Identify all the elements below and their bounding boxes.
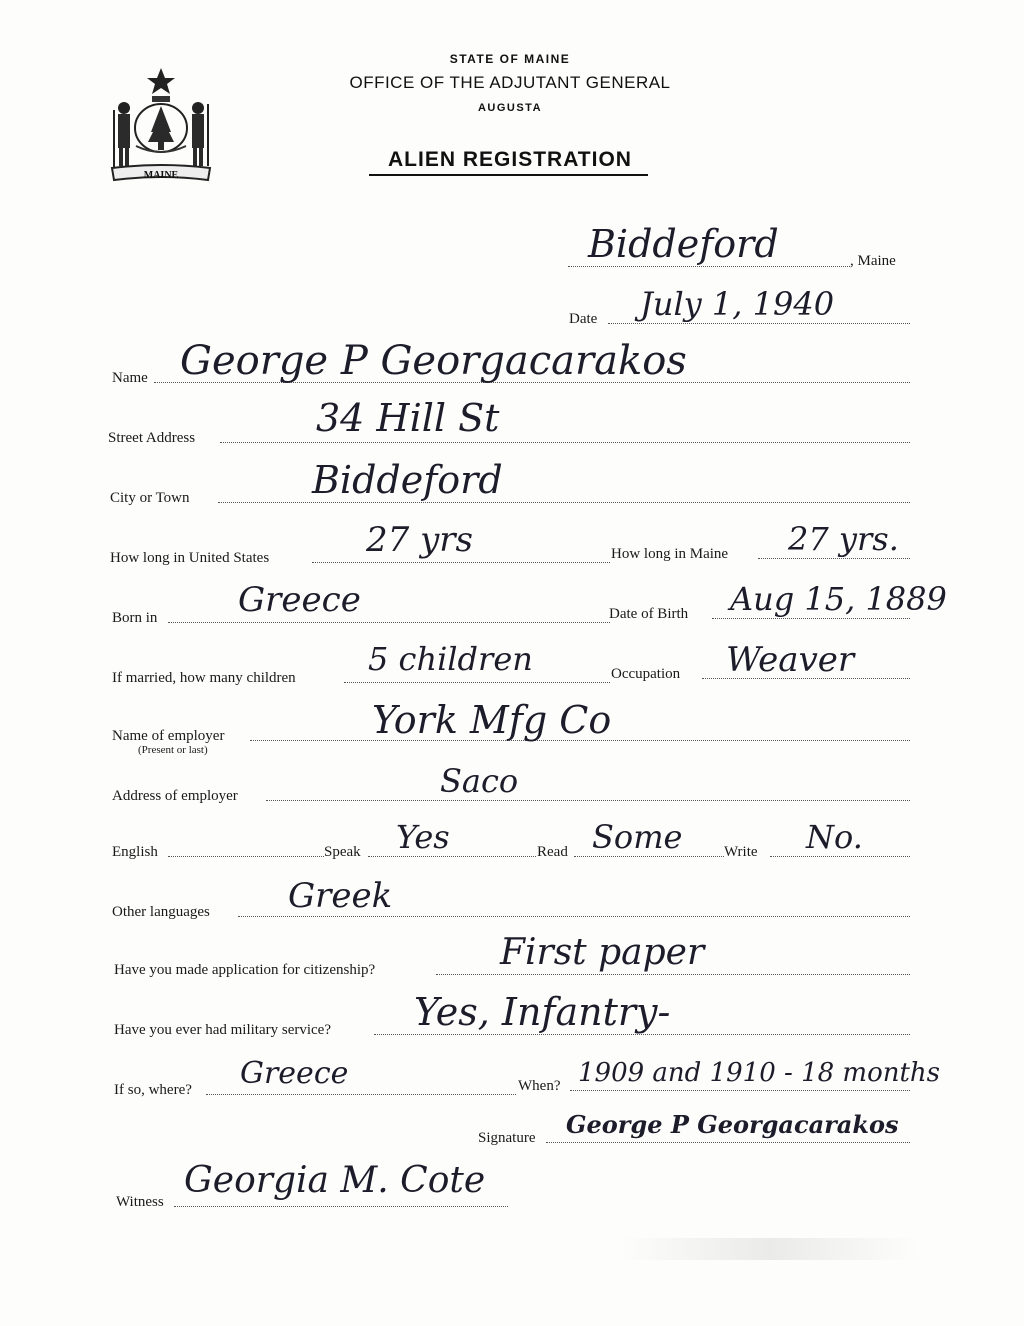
write-label: Write	[724, 844, 758, 860]
employer-address-label: Address of employer	[112, 788, 238, 804]
dob-line	[712, 618, 910, 619]
bleed-through-mark	[620, 1238, 920, 1260]
where-label: If so, where?	[114, 1082, 192, 1098]
employer-address-value: Saco	[440, 762, 519, 800]
header-office: OFFICE OF THE ADJUTANT GENERAL	[349, 73, 671, 92]
english-line	[168, 856, 324, 857]
header-state: STATE OF MAINE	[449, 52, 571, 66]
other-languages-label: Other languages	[112, 904, 210, 920]
date-value: July 1, 1940	[640, 285, 835, 323]
seal-banner-text: MAINE	[143, 170, 179, 181]
title-underline	[369, 174, 648, 176]
military-label: Have you ever had military service?	[114, 1022, 331, 1038]
street-value: 34 Hill St	[316, 396, 500, 440]
children-line	[344, 682, 610, 683]
name-value: George P Georgacarakos	[180, 338, 687, 384]
employer-note: (Present or last)	[138, 744, 208, 756]
witness-line	[174, 1206, 508, 1207]
occupation-label: Occupation	[611, 666, 681, 682]
street-label: Street Address	[108, 430, 196, 446]
other-languages-value: Greek	[288, 876, 393, 916]
where-line	[206, 1094, 516, 1095]
born-in-line	[168, 622, 610, 623]
where-value: Greece	[240, 1056, 349, 1091]
military-value: Yes, Infantry-	[414, 990, 671, 1034]
how-long-us-value: 27 yrs	[366, 520, 473, 560]
how-long-us-line	[312, 562, 610, 563]
how-long-us-label: How long in United States	[110, 550, 270, 566]
employer-address-line	[266, 800, 910, 801]
speak-value: Yes	[396, 818, 450, 856]
town-value: Biddeford	[588, 222, 779, 266]
date-label: Date	[569, 311, 598, 327]
military-line	[374, 1034, 910, 1035]
name-label: Name	[112, 370, 148, 386]
how-long-maine-label: How long in Maine	[611, 546, 729, 562]
employer-label: Name of employer	[112, 728, 225, 744]
how-long-maine-line	[758, 558, 910, 559]
other-languages-line	[238, 916, 910, 917]
signature-label: Signature	[478, 1130, 536, 1146]
form-title: ALIEN REGISTRATION	[388, 148, 632, 171]
street-line	[220, 442, 910, 443]
citizenship-value: First paper	[500, 932, 705, 973]
when-label: When?	[518, 1078, 561, 1094]
speak-label: Speak	[324, 844, 361, 860]
born-in-value: Greece	[238, 580, 361, 620]
witness-value: Georgia M. Cote	[184, 1160, 486, 1201]
when-line	[570, 1090, 910, 1091]
children-value: 5 children	[368, 640, 533, 678]
date-line	[608, 323, 910, 324]
witness-label: Witness	[116, 1194, 164, 1210]
speak-line	[368, 856, 536, 857]
read-value: Some	[592, 818, 683, 856]
citizenship-label: Have you made application for citizenship?	[114, 962, 376, 978]
write-line	[770, 856, 910, 857]
signature-line	[546, 1142, 910, 1143]
children-label: If married, how many children	[112, 670, 296, 686]
english-label: English	[112, 844, 158, 860]
read-line	[574, 856, 724, 857]
town-line	[568, 266, 850, 267]
city-line	[218, 502, 910, 503]
employer-value: York Mfg Co	[372, 698, 612, 742]
read-label: Read	[537, 844, 568, 860]
when-value: 1909 and 1910 - 18 months	[578, 1058, 941, 1088]
header-city: AUGUSTA	[477, 102, 543, 114]
born-in-label: Born in	[112, 610, 158, 626]
dob-value: Aug 15, 1889	[730, 580, 947, 618]
dob-label: Date of Birth	[609, 606, 689, 622]
occupation-value: Weaver	[726, 640, 855, 680]
city-label: City or Town	[110, 490, 190, 506]
city-value: Biddeford	[312, 458, 503, 502]
signature-value: George P Georgacarakos	[566, 1110, 899, 1139]
how-long-maine-value: 27 yrs.	[788, 520, 899, 558]
write-value: No.	[806, 818, 863, 856]
citizenship-line	[436, 974, 910, 975]
maine-label: , Maine	[850, 253, 896, 269]
